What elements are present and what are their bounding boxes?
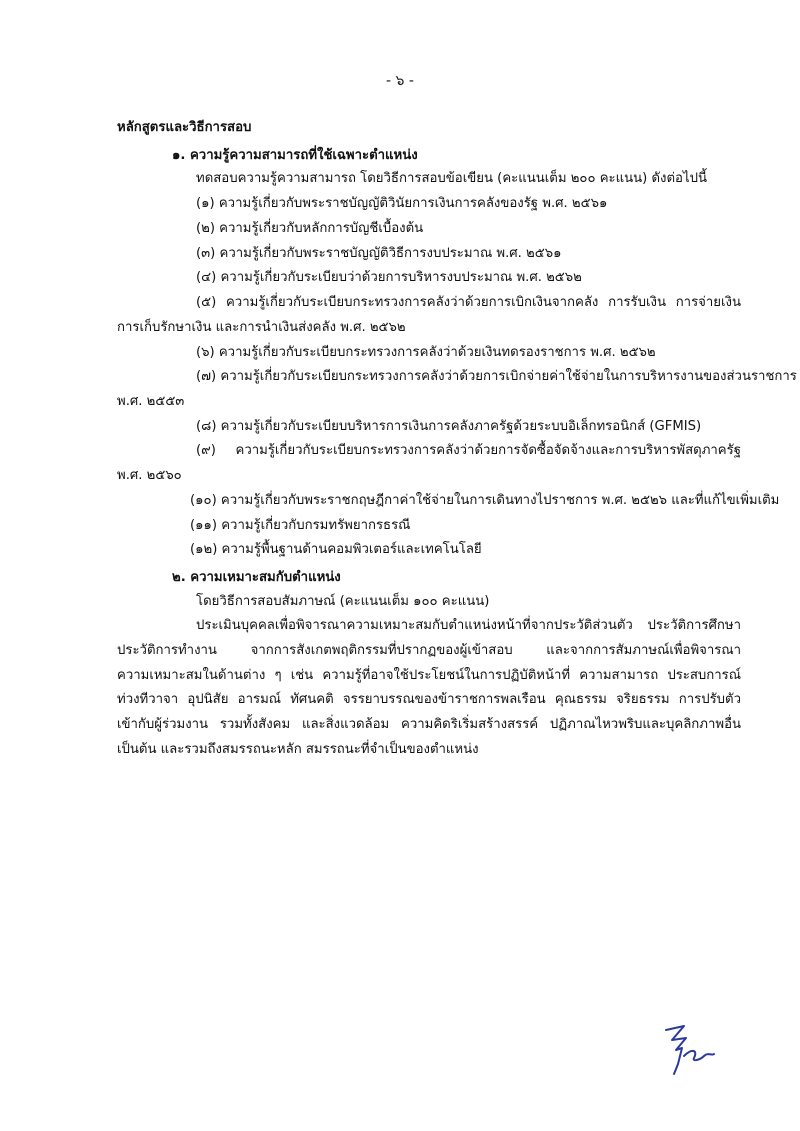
list-item: (๑๒) ความรู้พื้นฐานด้านคอมพิวเตอร์และเทคโนโลยี bbox=[190, 542, 482, 557]
section-1-title: ๑. ความรู้ความสามารถที่ใช้เฉพาะตำแหน่ง bbox=[172, 148, 418, 163]
paragraph-line: ประวัติการทำงาน จากการสังเกตพฤติกรรมที่ปรากฏของผู้เข้าสอบ และจากการสัมภาษณ์เพื่อพิจารณา bbox=[117, 643, 741, 658]
section-2-title: ๒. ความเหมาะสมกับตำแหน่ง bbox=[172, 570, 341, 585]
paragraph-line: ความเหมาะสมในด้านต่าง ๆ เช่น ความรู้ที่อาจใช้ประโยชน์ในการปฏิบัติหน้าที่ ความสามารถ ประสบการณ์ bbox=[117, 668, 741, 683]
paragraph-line: เข้ากับผู้ร่วมงาน รวมทั้งสังคม และสิ่งแวดล้อม ความคิดริเริ่มสร้างสรรค์ ปฏิภาณไหวพริบและบุคลิกภาพอื่น bbox=[117, 717, 741, 732]
page-number: - ๖ - bbox=[386, 73, 414, 89]
paragraph-line: เป็นต้น และรวมถึงสมรรถนะหลัก สมรรถนะที่จำเป็นของตำแหน่ง bbox=[117, 742, 479, 757]
list-item: (๕) ความรู้เกี่ยวกับระเบียบกระทรวงการคลังว่าด้วยการเบิกเงินจากคลัง การรับเงิน การจ่ายเงิน bbox=[196, 295, 741, 310]
list-item-continuation: พ.ศ. ๒๕๕๓ bbox=[117, 394, 185, 409]
list-item: (๗) ความรู้เกี่ยวกับระเบียบกระทรวงการคลังว่าด้วยการเบิกจ่ายค่าใช้จ่ายในการบริหารงานของส่วนราชการ bbox=[196, 369, 797, 384]
paragraph-line: ประเมินบุคคลเพื่อพิจารณาความเหมาะสมกับตำแหน่งหน้าที่จากประวัติส่วนตัว ประวัติการศึกษา bbox=[196, 618, 741, 633]
list-item: (๖) ความรู้เกี่ยวกับระเบียบกระทรวงการคลังว่าด้วยเงินทดรองราชการ พ.ศ. ๒๕๖๒ bbox=[196, 345, 656, 360]
list-item-continuation: การเก็บรักษาเงิน และการนำเงินส่งคลัง พ.ศ. ๒๕๖๒ bbox=[117, 320, 406, 335]
list-item: (๑๐) ความรู้เกี่ยวกับพระราชกฤษฎีกาค่าใช้จ่ายในการเดินทางไปราชการ พ.ศ. ๒๕๒๖ และที่แก้ไขเพิ่มเติม bbox=[190, 493, 780, 508]
section-1-intro: ทดสอบความรู้ความสามารถ โดยวิธีการสอบข้อเขียน (คะแนนเต็ม ๒๐๐ คะแนน) ดังต่อไปนี้ bbox=[196, 171, 707, 186]
document-heading: หลักสูตรและวิธีการสอบ bbox=[117, 120, 252, 135]
list-item: (๑๑) ความรู้เกี่ยวกับกรมทรัพยากรธรณี bbox=[190, 518, 411, 533]
list-item: (๑) ความรู้เกี่ยวกับพระราชบัญญัติวินัยการเงินการคลังของรัฐ พ.ศ. ๒๕๖๑ bbox=[196, 196, 608, 211]
handwritten-signature bbox=[662, 1020, 722, 1080]
section-2-method: โดยวิธีการสอบสัมภาษณ์ (คะแนนเต็ม ๑๐๐ คะแนน) bbox=[196, 594, 490, 609]
list-item: (๙) ความรู้เกี่ยวกับระเบียบกระทรวงการคลังว่าด้วยการจัดซื้อจัดจ้างและการบริหารพัสดุภาครัฐ bbox=[196, 443, 741, 458]
list-item-continuation: พ.ศ. ๒๕๖๐ bbox=[117, 468, 182, 483]
list-item: (๓) ความรู้เกี่ยวกับพระราชบัญญัติวิธีการงบประมาณ พ.ศ. ๒๕๖๑ bbox=[196, 246, 562, 261]
paragraph-line: ท่วงทีวาจา อุปนิสัย อารมณ์ ทัศนคติ จรรยาบรรณของข้าราชการพลเรือน คุณธรรม จริยธรรม การปรับตัว bbox=[117, 692, 741, 707]
list-item: (๔) ความรู้เกี่ยวกับระเบียบว่าด้วยการบริหารงบประมาณ พ.ศ. ๒๕๖๒ bbox=[196, 270, 582, 285]
list-item: (๘) ความรู้เกี่ยวกับระเบียบบริหารการเงินการคลังภาครัฐด้วยระบบอิเล็กทรอนิกส์ (GFMIS) bbox=[196, 419, 702, 434]
list-item: (๒) ความรู้เกี่ยวกับหลักการบัญชีเบื้องต้น bbox=[196, 221, 424, 236]
